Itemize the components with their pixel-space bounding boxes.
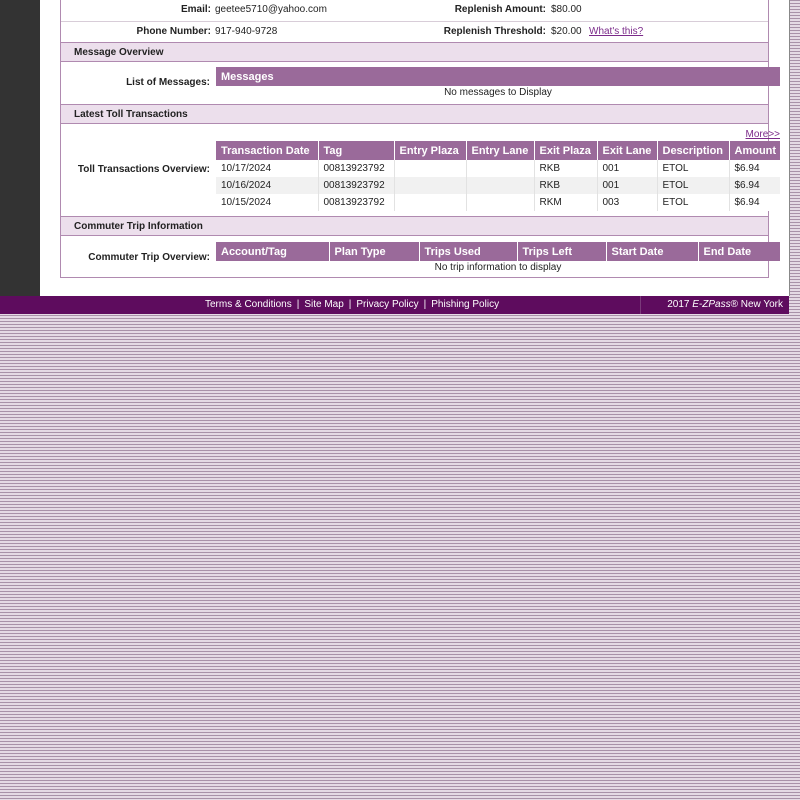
- toll-transactions-header: Latest Toll Transactions: [61, 104, 768, 124]
- commuter-trip-overview-label: Commuter Trip Overview:: [88, 252, 210, 263]
- table-row: [216, 194, 780, 211]
- exit-plaza-cell: RKB: [534, 160, 597, 177]
- site-map-link[interactable]: Site Map: [304, 299, 344, 310]
- exit-lane-cell: 001: [597, 177, 657, 194]
- more-transactions-link[interactable]: More>>: [745, 129, 780, 140]
- entry-lane-cell: [466, 194, 534, 211]
- email-label: Email:: [180, 4, 211, 15]
- replenish-threshold-value: $20.00: [551, 26, 582, 37]
- footer-copyright: [667, 299, 783, 310]
- account-content: [60, 0, 780, 278]
- transaction-date-cell: 10/16/2024: [216, 177, 318, 194]
- copyright-brand: E-ZPass: [692, 299, 731, 310]
- message-overview-header: Message Overview: [61, 42, 768, 62]
- toll-transactions-overview-label: Toll Transactions Overview:: [77, 164, 210, 175]
- column-tag[interactable]: Tag: [318, 141, 394, 160]
- column-entry-plaza[interactable]: Entry Plaza: [394, 141, 466, 160]
- email-value: geetee5710@yahoo.com: [215, 4, 327, 15]
- tag-cell: 00813923792: [318, 194, 394, 211]
- footer-divider: [640, 296, 641, 314]
- copyright-mark: ®: [730, 299, 738, 310]
- column-account-tag[interactable]: Account/Tag: [216, 242, 329, 261]
- transaction-date-cell: 10/15/2024: [216, 194, 318, 211]
- toll-transactions-table: [216, 141, 780, 211]
- replenish-amount-label: Replenish Amount:: [454, 4, 546, 15]
- footer-separator: |: [348, 299, 352, 310]
- no-messages-text: No messages to Display: [444, 87, 552, 98]
- column-entry-lane[interactable]: Entry Lane: [466, 141, 534, 160]
- replenish-amount-value: $80.00: [551, 4, 582, 15]
- footer-bar: [0, 296, 789, 314]
- tag-cell: 00813923792: [318, 160, 394, 177]
- copyright-year: 2017: [667, 299, 690, 310]
- column-exit-lane[interactable]: Exit Lane: [597, 141, 657, 160]
- entry-lane-cell: [466, 160, 534, 177]
- entry-lane-cell: [466, 177, 534, 194]
- amount-cell: $6.94: [729, 177, 780, 194]
- phone-label: Phone Number:: [136, 26, 211, 37]
- column-start-date[interactable]: Start Date: [606, 242, 698, 261]
- column-trips-left[interactable]: Trips Left: [517, 242, 606, 261]
- privacy-policy-link[interactable]: Privacy Policy: [356, 299, 419, 310]
- messages-column-header: Messages: [216, 67, 780, 86]
- entry-plaza-cell: [394, 194, 466, 211]
- entry-plaza-cell: [394, 177, 466, 194]
- column-amount[interactable]: Amount: [729, 141, 780, 160]
- column-plan-type[interactable]: Plan Type: [329, 242, 419, 261]
- footer-separator: |: [423, 299, 427, 310]
- page-right-border: [789, 0, 790, 296]
- description-cell: ETOL: [657, 177, 729, 194]
- column-transaction-date[interactable]: Transaction Date: [216, 141, 318, 160]
- amount-cell: $6.94: [729, 194, 780, 211]
- exit-lane-cell: 001: [597, 160, 657, 177]
- column-trips-used[interactable]: Trips Used: [419, 242, 517, 261]
- exit-plaza-cell: RKM: [534, 194, 597, 211]
- column-description[interactable]: Description: [657, 141, 729, 160]
- account-page: [40, 0, 789, 296]
- description-cell: ETOL: [657, 194, 729, 211]
- replenish-threshold-label: Replenish Threshold:: [443, 26, 546, 37]
- commuter-trip-header: Commuter Trip Information: [61, 216, 768, 236]
- copyright-region: New York: [740, 299, 783, 310]
- transaction-date-cell: 10/17/2024: [216, 160, 318, 177]
- messages-table: [216, 67, 780, 86]
- terms-conditions-link[interactable]: Terms & Conditions: [205, 299, 292, 310]
- table-row: [216, 160, 780, 177]
- no-trip-info-text: No trip information to display: [434, 262, 562, 273]
- entry-plaza-cell: [394, 160, 466, 177]
- phishing-policy-link[interactable]: Phishing Policy: [431, 299, 500, 310]
- commuter-trip-table: [216, 242, 780, 261]
- email-row: [61, 0, 768, 22]
- table-row: [216, 177, 780, 194]
- left-dark-panel: [0, 0, 40, 296]
- description-cell: ETOL: [657, 160, 729, 177]
- column-exit-plaza[interactable]: Exit Plaza: [534, 141, 597, 160]
- column-end-date[interactable]: End Date: [698, 242, 780, 261]
- list-of-messages-label: List of Messages:: [126, 77, 210, 88]
- phone-value: 917-940-9728: [215, 26, 278, 37]
- exit-plaza-cell: RKB: [534, 177, 597, 194]
- exit-lane-cell: 003: [597, 194, 657, 211]
- footer-links: [205, 299, 499, 310]
- phone-row: [61, 22, 768, 44]
- whats-this-link[interactable]: What's this?: [589, 26, 644, 37]
- tag-cell: 00813923792: [318, 177, 394, 194]
- footer-separator: |: [296, 299, 300, 310]
- amount-cell: $6.94: [729, 160, 780, 177]
